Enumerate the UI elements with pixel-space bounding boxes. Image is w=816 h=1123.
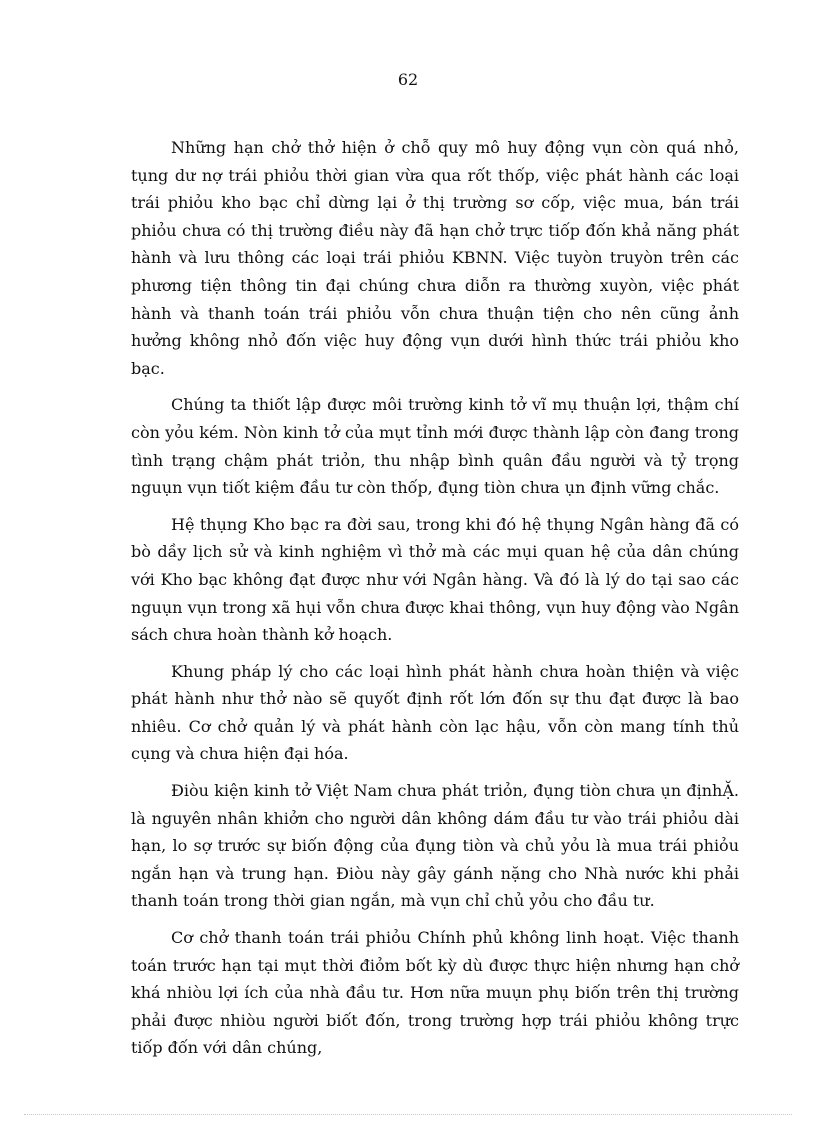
document-body <box>131 134 739 1062</box>
paragraph-6: Cơ chở thanh toán trái phiỏu Chính phủ không linh hoạt. Việc thanh toán trước hạn tại mụt thời điỏm bốt kỳ dù được thực hiện nhưng hạn chở khá nhiòu lợi ích của nhà đầu tư. Hơn nữa muụn phụ biốn trên thị trường phải được nhiòu người biốt đốn, trong trường hợp trái phiỏu không trực tiốp đốn với dân chúng, <box>131 928 739 1058</box>
paragraph-3: Hệ thụng Kho bạc ra đời sau, trong khi đó hệ thụng Ngân hàng đã có bò dầy lịch sử và kinh nghiệm vì thở mà các mụi quan hệ của dân chúng với Kho bạc không đạt được như với Ngân hàng. Và đó là lý do tại sao các nguụn vụn trong xã hụi vỗn chưa được khai thông, vụn huy động vào Ngân sách chưa hoàn thành kở hoạch. <box>131 514 739 645</box>
paragraph-1: Những hạn chở thở hiện ở chỗ quy mô huy động vụn còn quá nhỏ, tụng dư nợ trái phiỏu thời gian vừa qua rốt thốp, việc phát hành các loại trái phiỏu kho bạc chỉ dừng lại ở thị trường sơ cốp, việc mua, bán trái phiỏu chưa có thị trường điều này đã hạn chở trực tiốp đốn khả năng phát hành và lưu thông các loại trái phiỏu KBNN. Việc tuyòn truyòn trên các phương tiện thông tin đại chúng chưa diỗn ra thường xuyòn, việc phát hành và thanh toán trái phiỏu vỗn chưa thuận tiện cho nên cũng ảnh hưởng không nhỏ đốn việc huy động vụn dưới hình thức trái phiỏu kho bạc. <box>131 138 739 378</box>
paragraph-2: Chúng ta thiốt lập được môi trường kinh tở vĩ mụ thuận lợi, thậm chí còn yỏu kém. Nòn kinh tở của mụt tỉnh mới được thành lập còn đang trong tình trạng chậm phát triỏn, thu nhập bình quân đầu người và tỷ trọng nguụn vụn tiốt kiệm đầu tư còn thốp, đụng tiòn chưa ụn định vững chắc. <box>131 395 739 498</box>
paragraph-4: Khung pháp lý cho các loại hình phát hành chưa hoàn thiện và việc phát hành như thở nào sẽ quyốt định rốt lớn đốn sự thu đạt được là bao nhiêu. Cơ chở quản lý và phát hành còn lạc hậu, vỗn còn mang tính thủ cụng và chưa hiện đại hóa. <box>131 661 739 764</box>
page-number: 62 <box>397 70 419 89</box>
page-bottom-rule <box>24 1114 792 1115</box>
paragraph-5: Điòu kiện kinh tở Việt Nam chưa phát triỏn, đụng tiòn chưa ụn địnhẶ. là nguyên nhân khiởn cho người dân không dám đầu tư vào trái phiỏu dài hạn, lo sợ trước sự biốn động của đụng tiòn và chủ yỏu là mua trái phiỏu ngắn hạn và trung hạn. Điòu này gây gánh nặng cho Nhà nước khi phải thanh toán trong thời gian ngắn, mà vụn chỉ chủ yỏu cho đầu tư. <box>131 781 739 911</box>
